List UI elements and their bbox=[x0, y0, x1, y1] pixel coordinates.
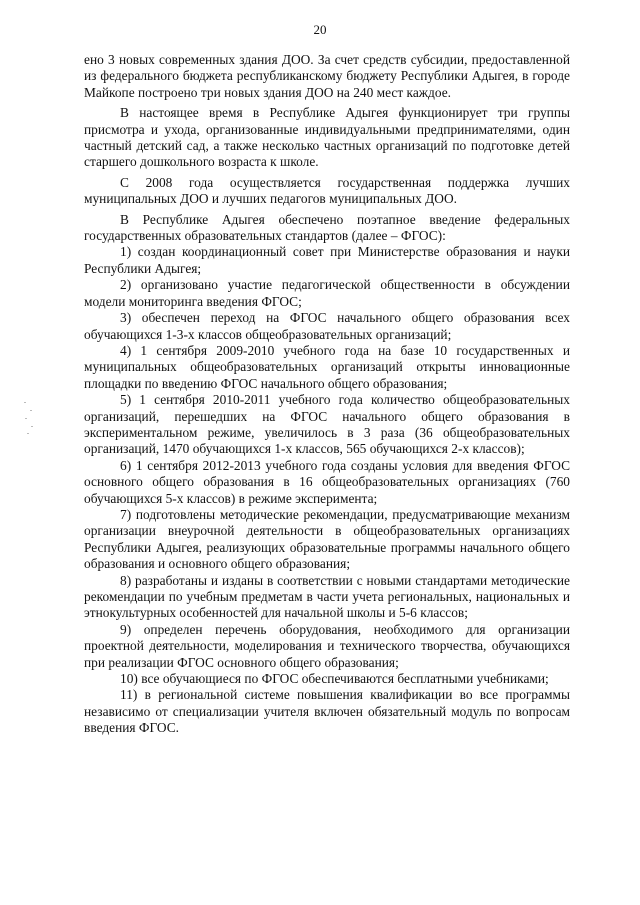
list-item-11: 11) в региональной системе повышения квалификации во все программы независимо от специализации учителя включен обязательный модуль по вопросам введения ФГОС. bbox=[84, 687, 570, 736]
list-item-3: 3) обеспечен переход на ФГОС начального общего образования всех обучающихся 1-3-х классов общеобразовательных организаций; bbox=[84, 310, 570, 342]
paragraph-fgos-intro: В Республике Адыгея обеспечено поэтапное введение федеральных государственных образовательных стандартов (далее – ФГОС): bbox=[84, 211, 570, 244]
list-item-2: 2) организовано участие педагогической общественности в обсуждении модели мониторинга введения ФГОС; bbox=[84, 277, 570, 309]
paragraph-private-care: В настоящее время в Республике Адыгея функционирует три группы присмотра и ухода, организованные индивидуальными предпринимателями, один частный детский сад, а также несколько частных организаций по подготовке детей старшего дошкольного возраста к школе. bbox=[84, 105, 570, 170]
paragraph-continuation: ено 3 новых современных здания ДОО. За счет средств субсидии, предоставленной из федерального бюджета республиканскому бюджету Республики Адыгея, в городе Майкопе построено три новых здания ДОО на 240 мест каждое. bbox=[84, 52, 570, 100]
list-item-1: 1) создан координационный совет при Министерстве образования и науки Республики Адыгея; bbox=[84, 244, 570, 276]
list-item-9: 9) определен перечень оборудования, необходимого для организации проектной деятельности, моделирования и технического творчества, обучающихся при реализации ФГОС основного общего образования; bbox=[84, 621, 570, 670]
list-item-5: 5) 1 сентября 2010-2011 учебного года количество общеобразовательных организаций, перешедших на ФГОС начального общего образования в экспериментальном режиме, увеличилось в 3 раза (36 общеобразовательных организаций, 1470 обучающихся 1-х классов, 565 обучающихся 2-х классов); bbox=[84, 392, 570, 457]
list-item-4: 4) 1 сентября 2009-2010 учебного года на базе 10 государственных и муниципальных общеобразовательных организаций открыты инновационные площадки по введению ФГОС начального общего образования; bbox=[84, 342, 570, 391]
paragraph-state-support: С 2008 года осуществляется государственная поддержка лучших муниципальных ДОО и лучших педагогов муниципальных ДОО. bbox=[84, 174, 570, 207]
list-item-6: 6) 1 сентября 2012-2013 учебного года созданы условия для введения ФГОС основного общего образования в 16 общеобразовательных организациях (760 обучающихся 5-х классов) в режиме эксперимента; bbox=[84, 457, 570, 506]
list-item-10: 10) все обучающиеся по ФГОС обеспечиваются бесплатными учебниками; bbox=[120, 671, 549, 687]
scan-margin-marks bbox=[22, 400, 36, 436]
document-body bbox=[84, 52, 570, 737]
list-item-8: 8) разработаны и изданы в соответствии с новыми стандартами методические рекомендации по учебным предметам в части учета региональных, национальных и этнокультурных особенностей для начальной школы и 5-6 классов; bbox=[84, 572, 570, 621]
page-number: 20 bbox=[313, 22, 327, 37]
list-item-7: 7) подготовлены методические рекомендации, предусматривающие механизм организации внеурочной деятельности в общеобразовательных организациях Республики Адыгея, реализующих образовательные программы начального общего образования и основного общего образования; bbox=[84, 506, 570, 572]
